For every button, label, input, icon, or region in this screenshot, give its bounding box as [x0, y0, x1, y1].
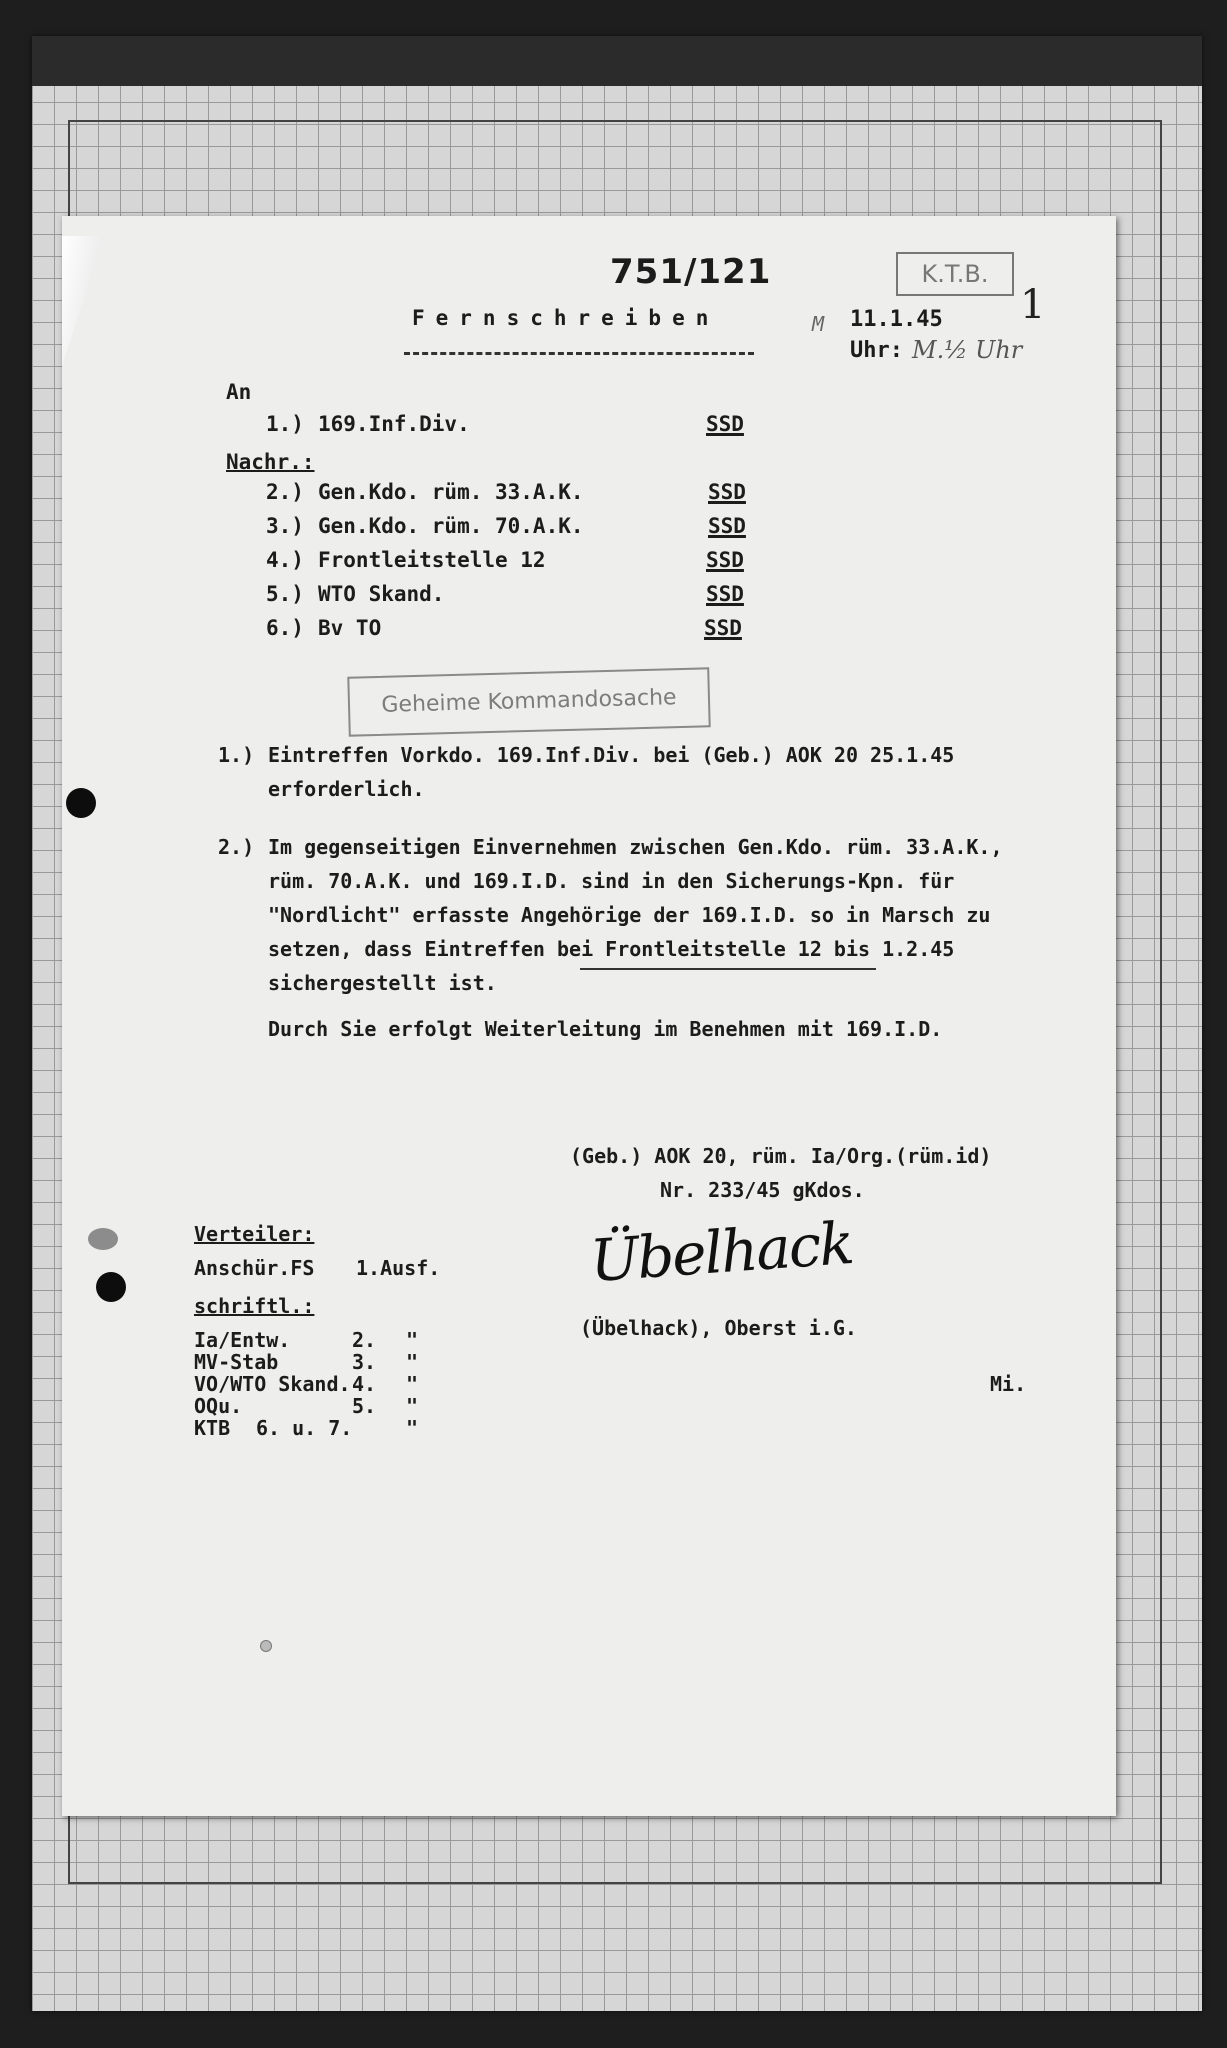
message-paragraph-1	[218, 738, 1058, 808]
recipient-priority: SSD	[708, 514, 746, 538]
classification-stamp: Geheime Kommandosache	[347, 667, 710, 736]
recipient-number: 4.)	[266, 548, 304, 572]
distribution-row	[194, 1352, 454, 1374]
paragraph-number: 2.)	[218, 835, 255, 859]
ditto-mark: "	[406, 1394, 419, 1418]
archive-stamp: K.T.B.	[896, 252, 1014, 296]
recipient-priority: SSD	[706, 412, 744, 436]
scan-top-shadow	[32, 36, 1202, 86]
hand-underline	[580, 968, 876, 970]
recipient-number: 5.)	[266, 582, 304, 606]
recipient-number: 3.)	[266, 514, 304, 538]
handwritten-signature: Übelhack	[587, 1208, 855, 1296]
document-type-underline	[404, 352, 754, 355]
recipient-number: 2.)	[266, 480, 304, 504]
time-value-handwritten: M.½ Uhr	[912, 336, 1023, 364]
ditto-mark: "	[406, 1372, 419, 1396]
written-copies-heading: schriftl.:	[194, 1294, 315, 1318]
ditto-mark: "	[406, 1328, 419, 1352]
paper-speck	[260, 1640, 272, 1652]
recipient-name: Frontleitstelle 12	[318, 548, 546, 572]
distribution-copy: 1.Ausf.	[356, 1256, 441, 1280]
distribution-name: KTB	[194, 1416, 231, 1440]
recipient-name: Gen.Kdo. rüm. 33.A.K.	[318, 480, 584, 504]
time-label: Uhr:	[850, 338, 903, 363]
distribution-row	[194, 1396, 454, 1418]
archive-handwritten-mark: 1	[1020, 282, 1046, 328]
document-number: 751/121	[610, 252, 772, 292]
paragraph-line: erforderlich.	[268, 777, 425, 801]
ditto-mark: "	[406, 1416, 419, 1440]
recipients-label: An	[226, 380, 252, 404]
recipient-name: Bv TO	[318, 616, 382, 640]
recipient-name: 169.Inf.Div.	[318, 412, 470, 436]
document-date: 11.1.45	[850, 307, 943, 332]
recipient-priority: SSD	[704, 616, 742, 640]
distribution-name: Ia/Entw.	[194, 1328, 291, 1352]
recipient-priority: SSD	[706, 582, 744, 606]
recipient-name: WTO Skand.	[318, 582, 445, 606]
distribution-name: OQu.	[194, 1394, 243, 1418]
paragraph-line: Durch Sie erfolgt Weiterleitung im Benehmen mit 169.I.D.	[268, 1017, 943, 1041]
distribution-heading: Verteiler:	[194, 1222, 315, 1246]
distribution-row	[194, 1418, 454, 1440]
recipient-number: 6.)	[266, 616, 304, 640]
paragraph-line: sichergestellt ist.	[268, 971, 497, 995]
punch-hole	[96, 1272, 126, 1302]
message-paragraph-2	[218, 830, 1098, 1050]
recipient-priority: SSD	[708, 480, 746, 504]
paragraph-number: 1.)	[218, 743, 255, 767]
distribution-name: Anschür.FS	[194, 1256, 315, 1280]
paragraph-line: setzen, dass Eintreffen bei Frontleitstelle 12 bis 1.2.45	[268, 937, 955, 961]
distribution-copy: 3.	[352, 1350, 377, 1374]
copy-recipients-label: Nachr.:	[226, 450, 315, 474]
signatory-name: (Übelhack), Oberst i.G.	[580, 1316, 857, 1340]
paragraph-line: rüm. 70.A.K. und 169.I.D. sind in den Sicherungs-Kpn. für	[268, 869, 955, 893]
distribution-name: VO/WTO Skand.	[194, 1372, 351, 1396]
distribution-telex-row	[194, 1258, 494, 1280]
punch-hole	[66, 788, 96, 818]
distribution-row	[194, 1374, 454, 1396]
recipient-number: 1.)	[266, 412, 304, 436]
distribution-name: MV-Stab	[194, 1350, 279, 1374]
typist-initials: Mi.	[990, 1372, 1027, 1396]
document-type: Fernschreiben	[412, 306, 720, 330]
distribution-copy: 6. u. 7.	[256, 1416, 353, 1440]
recipient-priority: SSD	[706, 548, 744, 572]
distribution-row	[194, 1330, 454, 1352]
reference-number: Nr. 233/45 gKdos.	[660, 1178, 865, 1202]
paragraph-line: "Nordlicht" erfasste Angehörige der 169.I.D. so in Marsch zu	[268, 903, 991, 927]
recipient-name: Gen.Kdo. rüm. 70.A.K.	[318, 514, 584, 538]
distribution-copy: 2.	[352, 1328, 377, 1352]
punch-hole-faint	[88, 1228, 118, 1250]
ditto-mark: "	[406, 1350, 419, 1374]
paragraph-line: Eintreffen Vorkdo. 169.Inf.Div. bei (Geb.) AOK 20 25.1.45	[268, 743, 955, 767]
date-mark: M	[812, 312, 825, 336]
sender-office: (Geb.) AOK 20, rüm. Ia/Org.(rüm.id)	[570, 1144, 992, 1168]
distribution-copy: 5.	[352, 1394, 377, 1418]
paragraph-line: Im gegenseitigen Einvernehmen zwischen Gen.Kdo. rüm. 33.A.K.,	[268, 835, 1003, 859]
distribution-copy: 4.	[352, 1372, 377, 1396]
